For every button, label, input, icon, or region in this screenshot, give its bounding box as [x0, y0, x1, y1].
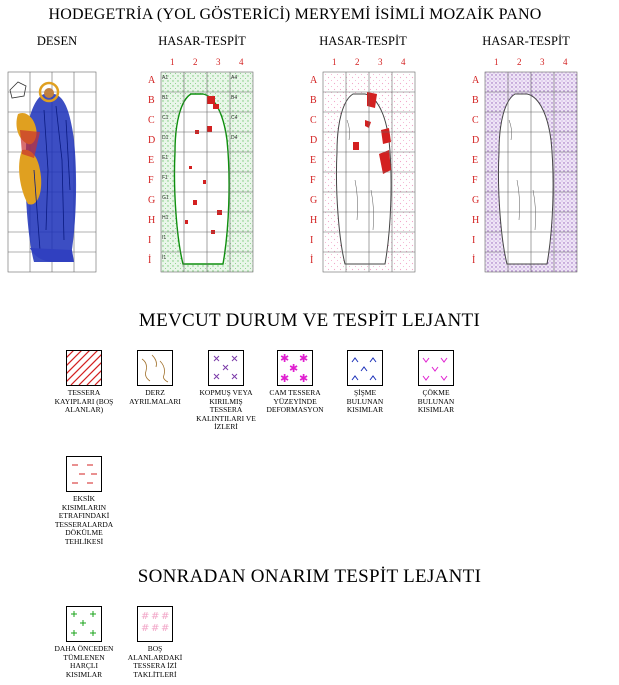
cell-code: B1 — [162, 95, 169, 101]
row-letter: B — [148, 95, 155, 106]
cell-code: C1 — [162, 115, 169, 121]
cell-code: İ1 — [162, 255, 167, 261]
panel-title-hasar-2: HASAR-TESPİT — [319, 34, 407, 48]
cross-swatch — [208, 350, 244, 386]
row-letter: I — [472, 235, 476, 246]
legend-label: EKSİK KISIMLARIN ETRAFINDAKİ TESSERALARDA DÖKÜLME TEHLİKESİ — [54, 494, 114, 546]
legend-cam-tessera — [257, 350, 333, 415]
col-number: 3 — [378, 57, 383, 67]
row-letter: F — [310, 175, 316, 186]
hasar-green-drawing — [147, 70, 257, 276]
col-number: 4 — [563, 57, 568, 67]
svg-text:#: # — [141, 623, 150, 634]
row-letter: I — [310, 235, 314, 246]
desen-drawing — [4, 70, 100, 276]
row-letter: E — [472, 155, 479, 166]
svg-text:#: # — [151, 623, 160, 634]
row-letter: B — [310, 95, 317, 106]
col-number: 1 — [170, 57, 175, 67]
legend-label: ÇÖKME BULUNAN KISIMLAR — [417, 388, 455, 414]
row-letter: C — [148, 115, 155, 126]
col-number: 2 — [355, 57, 360, 67]
col-number: 3 — [540, 57, 545, 67]
caret-down-swatch — [418, 350, 454, 386]
cell-code: D4 — [231, 135, 238, 141]
cell-code: D1 — [162, 135, 169, 141]
cell-code: A1 — [162, 75, 169, 81]
legend-sisme — [327, 350, 403, 415]
row-letter: F — [148, 175, 154, 186]
row-letter: A — [310, 75, 318, 86]
legend-taklit — [117, 606, 193, 679]
row-letter: F — [472, 175, 478, 186]
col-number: 1 — [494, 57, 499, 67]
legend-tessera-kayiplari — [46, 350, 122, 415]
page-title: HODEGETRİA (YOL GÖSTERİCİ) MERYEMİ İSİMLİ MOZAİK PANO — [48, 6, 542, 23]
svg-text:✱: ✱ — [280, 352, 290, 365]
row-letter: D — [310, 135, 318, 146]
section-title-sonradan-onarim: SONRADAN ONARIM TESPİT LEJANTI — [137, 566, 482, 587]
svg-text:#: # — [141, 611, 150, 622]
row-letter: A — [472, 75, 480, 86]
col-number: 4 — [239, 57, 244, 67]
cell-code: E1 — [162, 155, 169, 161]
legend-dokulme — [46, 456, 122, 546]
row-letter: D — [472, 135, 480, 146]
cell-code: A4 — [231, 75, 238, 81]
col-number: 1 — [332, 57, 337, 67]
row-letter: E — [310, 155, 317, 166]
legend-label: KOPMUŞ VEYA KIRILMIŞ TESSERA KALINTILARI VE İZLERİ — [196, 388, 256, 431]
row-letter: H — [472, 215, 480, 226]
row-letter: H — [310, 215, 318, 226]
row-letter: I — [148, 235, 152, 246]
cell-code: F1 — [162, 175, 168, 181]
panel-hasar-purple — [471, 70, 581, 276]
row-letter: G — [310, 195, 318, 206]
section-title-mevcut-durum: MEVCUT DURUM VE TESPİT LEJANTI — [138, 310, 481, 331]
legend-tumlenen — [46, 606, 122, 679]
caret-up-swatch — [347, 350, 383, 386]
row-letter: C — [310, 115, 317, 126]
cell-code: C4 — [231, 115, 238, 121]
panel-title-hasar-1: HASAR-TESPİT — [158, 34, 246, 48]
col-number: 4 — [401, 57, 406, 67]
legend-label: DERZ AYRILMALARI — [129, 388, 181, 406]
plus-swatch — [66, 606, 102, 642]
panel-hasar-green — [147, 70, 257, 276]
panel-title-desen: DESEN — [36, 34, 78, 48]
dash-swatch — [66, 456, 102, 492]
svg-text:✱: ✱ — [289, 362, 299, 375]
cell-code: H1 — [162, 215, 169, 221]
legend-cokme — [398, 350, 474, 415]
row-letter: İ — [148, 255, 152, 266]
col-number: 2 — [517, 57, 522, 67]
legend-derz — [117, 350, 193, 406]
row-letter: C — [472, 115, 479, 126]
row-letter: İ — [310, 255, 314, 266]
row-letter: A — [148, 75, 156, 86]
legend-label: ŞİŞME BULUNAN KISIMLAR — [346, 388, 384, 414]
legend-label: BOŞ ALANLARDAKİ TESSERA İZİ TAKLİTLERİ — [127, 644, 183, 679]
cell-code: I1 — [162, 235, 167, 241]
row-letter: D — [148, 135, 156, 146]
panel-desen — [4, 70, 100, 276]
legend-label: CAM TESSERA YÜZEYİNDE DEFORMASYON — [266, 388, 324, 414]
col-number: 2 — [193, 57, 198, 67]
row-letter: G — [472, 195, 480, 206]
panel-title-hasar-3: HASAR-TESPİT — [482, 34, 570, 48]
panel-hasar-red — [309, 70, 419, 276]
svg-text:✱: ✱ — [280, 372, 290, 385]
legend-label: DAHA ÖNCEDEN TÜMLENEN HARÇLI KISIMLAR — [54, 644, 114, 679]
row-letter: G — [148, 195, 156, 206]
svg-text:#: # — [151, 611, 160, 622]
crack-swatch — [137, 350, 173, 386]
col-number: 3 — [216, 57, 221, 67]
hash-swatch — [137, 606, 173, 642]
row-letter: E — [148, 155, 155, 166]
hasar-purple-drawing — [471, 70, 581, 276]
legend-kopmus — [188, 350, 264, 432]
row-letter: H — [148, 215, 156, 226]
star-swatch — [277, 350, 313, 386]
cell-code: B4 — [231, 95, 238, 101]
hasar-red-drawing — [309, 70, 419, 276]
cell-code: G1 — [162, 195, 169, 201]
row-letter: B — [472, 95, 479, 106]
svg-text:✱: ✱ — [299, 372, 309, 385]
svg-text:#: # — [161, 623, 170, 634]
hatch-swatch — [66, 350, 102, 386]
legend-label: TESSERA KAYIPLARI (BOŞ ALANLAR) — [54, 388, 114, 414]
svg-text:✱: ✱ — [299, 352, 309, 365]
row-letter: İ — [472, 255, 476, 266]
svg-text:#: # — [161, 611, 170, 622]
